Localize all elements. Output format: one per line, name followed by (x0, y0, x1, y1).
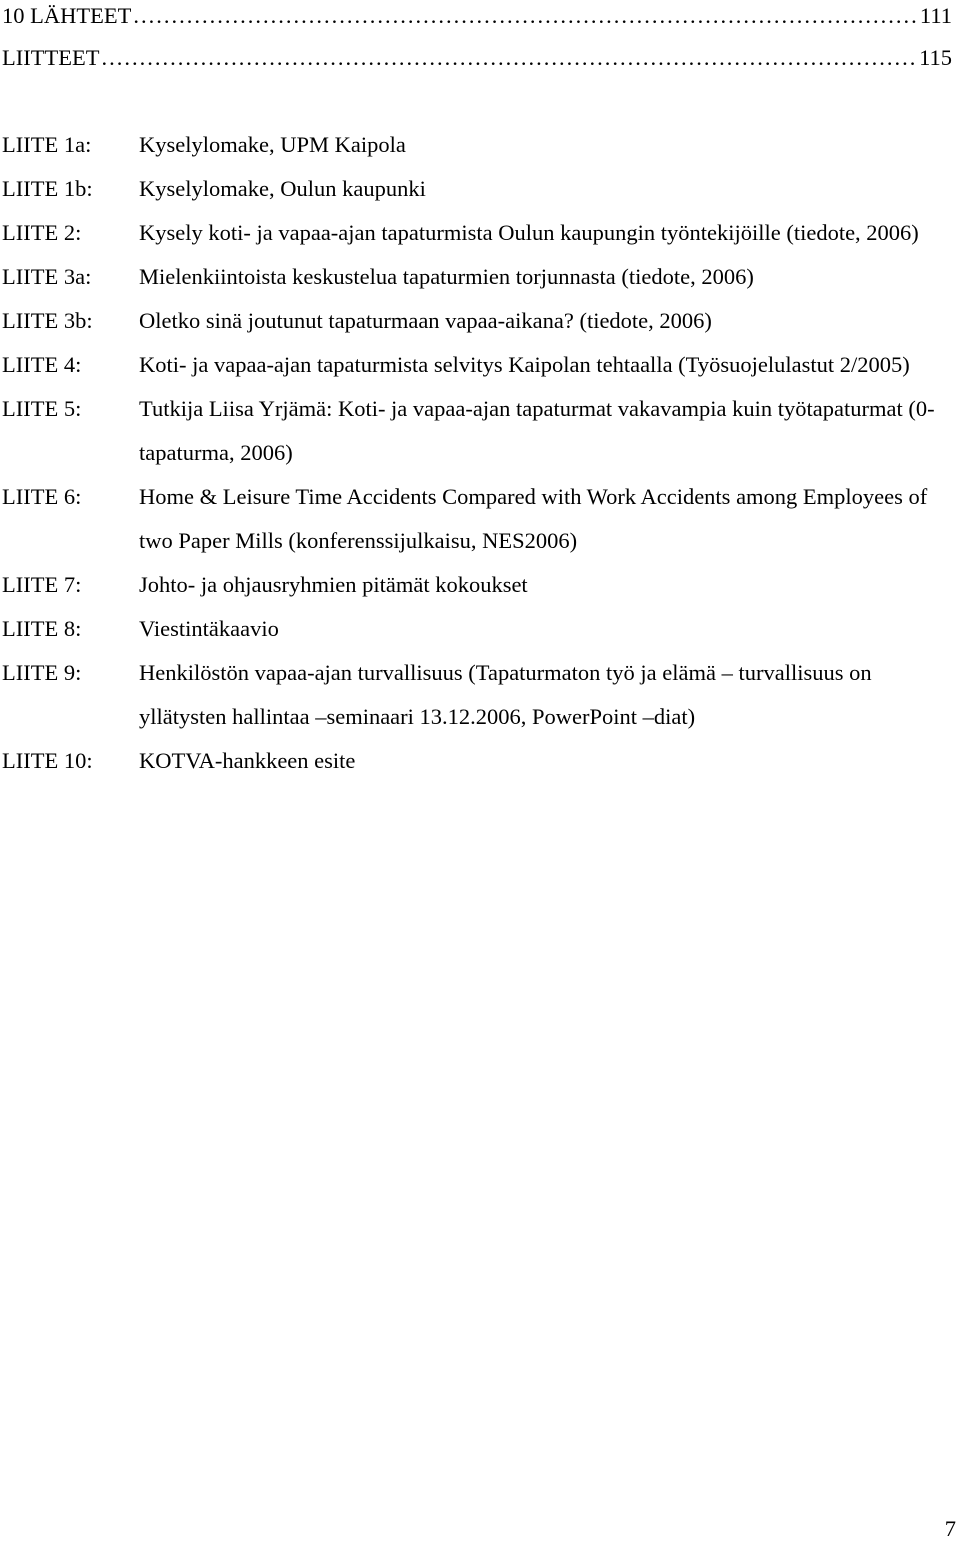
toc-entry-page: 111 (919, 3, 952, 28)
appendix-title: Johto- ja ohjausryhmien pitämät kokoukset (139, 572, 528, 597)
appendix-key: LIITE 2: (2, 220, 82, 245)
page-number: 7 (944, 1516, 956, 1541)
appendix-item (2, 299, 952, 343)
appendix-key: LIITE 3b: (2, 308, 93, 333)
appendix-key: LIITE 6: (2, 484, 82, 509)
toc-leader-dots (101, 36, 917, 80)
appendix-item (2, 123, 952, 167)
appendix-key: LIITE 1b: (2, 176, 93, 201)
appendix-key: LIITE 9: (2, 660, 82, 685)
toc-leader-dots (133, 0, 918, 38)
appendix-key: LIITE 7: (2, 572, 82, 597)
appendix-key: LIITE 4: (2, 352, 82, 377)
appendix-key: LIITE 1a: (2, 132, 92, 157)
appendix-item (2, 343, 952, 387)
toc-entry-page: 115 (919, 45, 952, 70)
appendix-title: KOTVA-hankkeen esite (139, 748, 356, 773)
appendix-title: Koti- ja vapaa-ajan tapaturmista selvitys Kaipolan tehtaalla (Työsuojelulastut 2/2005) (139, 352, 910, 377)
appendix-item (2, 255, 952, 299)
appendix-key: LIITE 8: (2, 616, 82, 641)
appendix-item (2, 607, 952, 651)
appendix-title: Oletko sinä joutunut tapaturmaan vapaa-aikana? (tiedote, 2006) (139, 308, 712, 333)
appendix-list (2, 123, 952, 783)
appendix-item (2, 739, 952, 783)
appendix-title: Home & Leisure Time Accidents Compared with Work Accidents among Employees of two Paper Mills (konferenssijulkaisu, NES2006) (139, 484, 928, 553)
appendix-key: LIITE 10: (2, 748, 93, 773)
appendix-item (2, 651, 952, 739)
appendix-item (2, 167, 952, 211)
appendix-key: LIITE 5: (2, 396, 82, 421)
toc-entry-lahteet[interactable] (2, 0, 952, 38)
appendix-title: Tutkija Liisa Yrjämä: Koti- ja vapaa-ajan tapaturmat vakavampia kuin työtapaturmat (0-tapaturma, 2006) (139, 396, 935, 465)
appendix-item (2, 475, 952, 563)
appendix-item (2, 387, 952, 475)
appendix-key: LIITE 3a: (2, 264, 92, 289)
appendix-title: Kyselylomake, Oulun kaupunki (139, 176, 426, 201)
toc-entry-label: LIITTEET (2, 45, 100, 70)
appendix-item (2, 563, 952, 607)
appendix-title: Kysely koti- ja vapaa-ajan tapaturmista Oulun kaupungin työntekijöille (tiedote, 2006) (139, 220, 919, 245)
appendix-title: Mielenkiintoista keskustelua tapaturmien torjunnasta (tiedote, 2006) (139, 264, 754, 289)
toc-entry-label: 10 LÄHTEET (2, 3, 132, 28)
toc-entry-liitteet[interactable] (2, 36, 952, 80)
appendix-title: Kyselylomake, UPM Kaipola (139, 132, 406, 157)
appendix-item (2, 211, 952, 255)
appendix-title: Henkilöstön vapaa-ajan turvallisuus (Tapaturmaton työ ja elämä – turvallisuus on yllätysten hallintaa –seminaari 13.12.2006, PowerPoint –diat) (139, 660, 872, 729)
appendix-title: Viestintäkaavio (139, 616, 279, 641)
